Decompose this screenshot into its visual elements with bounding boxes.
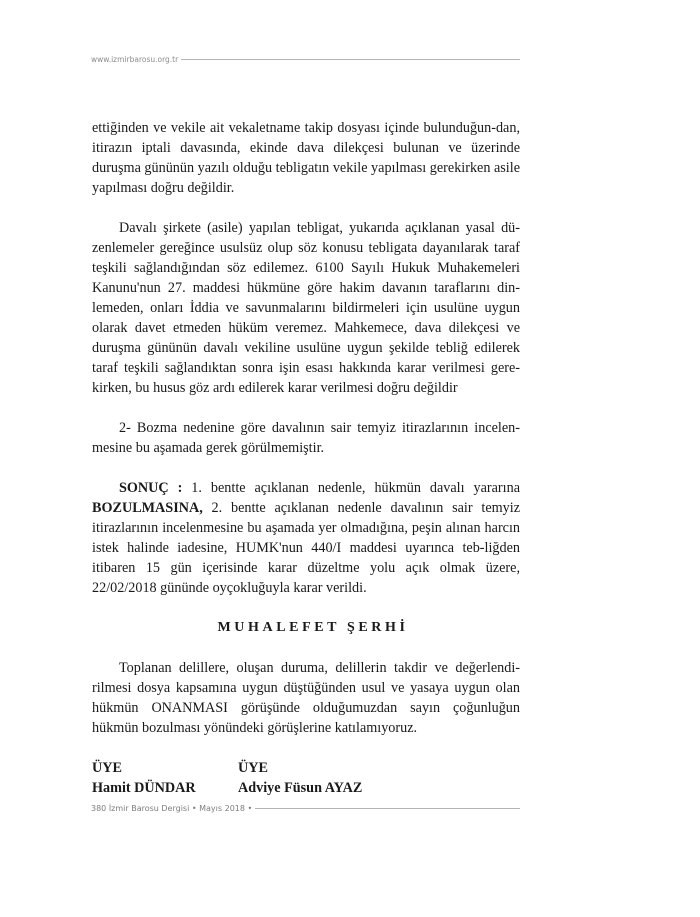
paragraph-muhalefet: Toplanan delillere, oluşan duruma, delillerin takdir ve değerlendi-rilmesi dosya kapsamına uygun düştüğünden usul ve yasaya uygun olan hükmün ONANMASI görüşünde olduğumuzdan sayın çoğunluğun hükmün bozulması yönündeki görüşlerine katılamıyoruz.: [92, 660, 520, 736]
signature-role: ÜYE: [92, 760, 122, 776]
paragraph-1: ettiğinden ve vekile ait vekaletname takip dosyası içinde bulunduğun-dan, itirazın iptali davasında, ekinde dava dilekçesi bulunan ve üzerinde duruşma gününün yazılı olduğu tebligatın vekile yapılması gerekirken asile yapılması doğru değildir.: [92, 120, 520, 196]
sonuc-text-a: 1. bentte açıklanan nedenle, hükmün davalı yararına: [182, 480, 520, 496]
document-body: [92, 118, 520, 798]
paragraph-3: 2- Bozma nedenine göre davalının sair temyiz itirazlarının incelen-mesine bu aşamada gerek görülmemiştir.: [92, 420, 520, 456]
paragraph-2: Davalı şirkete (asile) yapılan tebligat, yukarıda açıklanan yasal dü-zenlemeler gereğince usulsüz olup söz konusu tebligata dayanılarak taraf teşkili sağlandığından söz edilemez. 6100 Sayılı Hukuk Muhakemeleri Kanunu'nun 27. maddesi hükmüne göre hakim davanın taraflarını din-lemeden, onları İddia ve savunmalarını bildirmeleri için usulüne uygun olarak davet etmeden hüküm veremez. Mahkemece, dava dilekçesi ve duruşma gününün davalı vekiline usulüne uygun şekilde tebliğ edilerek taraf teşkili sağlandıktan sonra işin esası hakkında karar verilmesi gere-kirken, bu husus göz ardı edilerek karar verilmesi doğru değildir: [92, 220, 520, 396]
muhalefet-serhi-heading: MUHALEFET ŞERHİ: [217, 620, 409, 635]
header-site-url: www.izmirbarosu.org.tr: [91, 54, 179, 64]
signature-block: [92, 758, 520, 798]
signature-1: [92, 758, 238, 798]
page-header: [91, 52, 520, 66]
sonuc-label: SONUÇ :: [119, 480, 183, 496]
signature-2: [238, 758, 362, 798]
page-footer: [91, 800, 520, 816]
sonuc-text-b: 2. bentte açıklanan nedenle davalının sair temyiz itirazlarının incelenmesine bu aşamada yer olmadığına, peşin alınan harcın istek halinde iadesine, HUMK'nun 440/I maddesi uyarınca teb-liğden itibaren 15 gün içerisinde karar düzeltme yolu açık olmak üzere, 22/02/2018 gününde oyçokluğuyla karar verildi.: [92, 500, 520, 596]
footer-issue: 380 İzmir Barosu Dergisi • Mayıs 2018 •: [91, 803, 253, 813]
footer-rule: [255, 808, 520, 809]
sonuc-bozulmasina: BOZULMASINA,: [92, 500, 203, 516]
signature-role: ÜYE: [238, 760, 268, 776]
header-rule: [181, 59, 520, 60]
signature-name: Adviye Füsun AYAZ: [238, 780, 363, 796]
signature-name: Hamit DÜNDAR: [92, 780, 196, 796]
paragraph-sonuc: [92, 478, 520, 598]
